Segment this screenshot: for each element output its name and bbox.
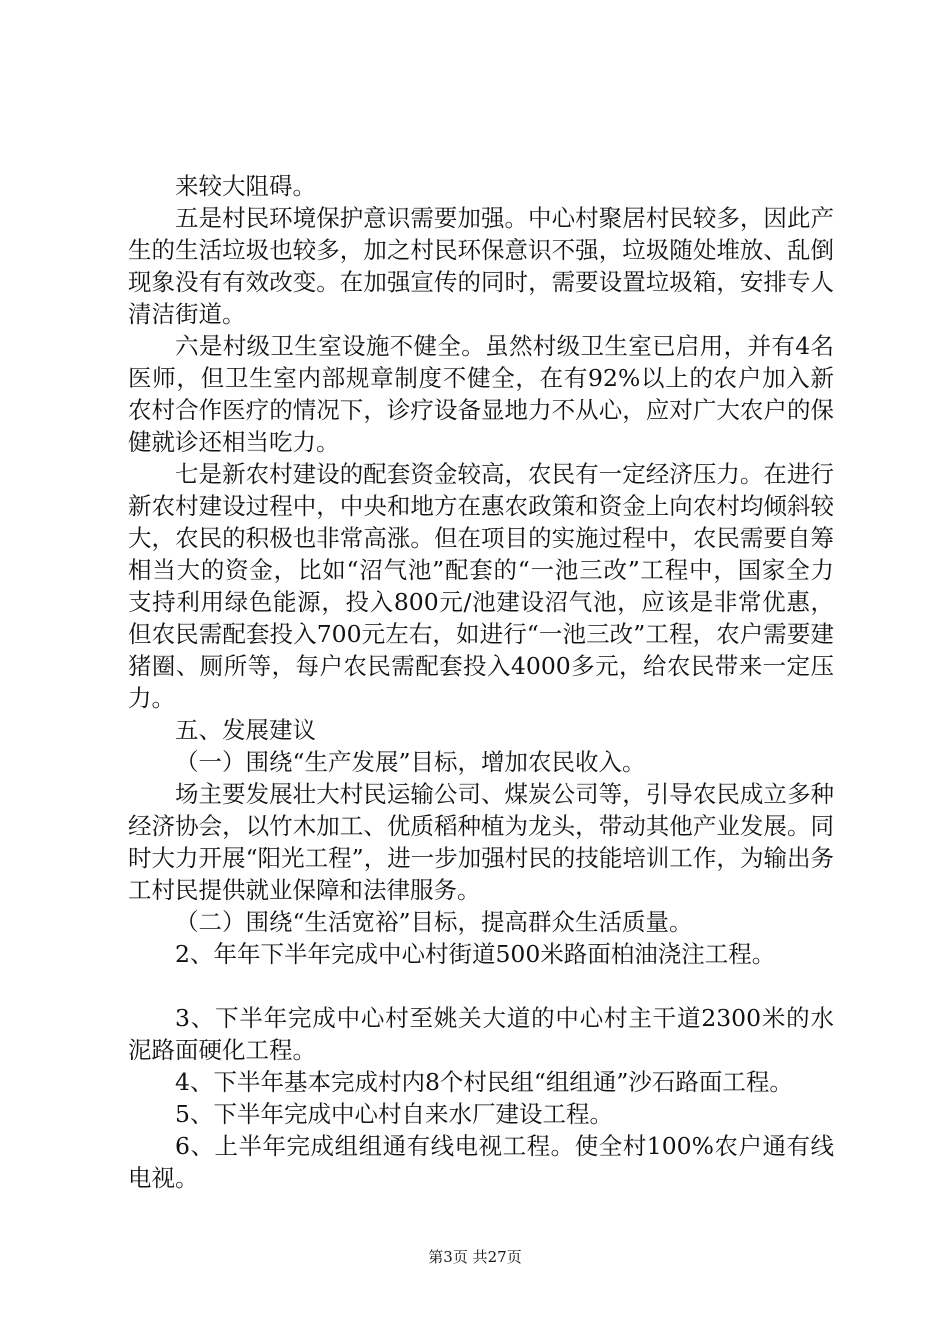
paragraph-environment: 五是村民环境保护意识需要加强。中心村聚居村民较多，因此产生的生活垃圾也较多，加之村民环保意识不强，垃圾随处堆放、乱倒现象没有有效改变。在加强宣传的同时，需要设置垃圾箱，安排专人清洁街道。 bbox=[128, 204, 834, 328]
paragraph-health-clinic: 六是村级卫生室设施不健全。虽然村级卫生室已启用，并有4名医师，但卫生室内部规章制度不健全，在有92%以上的农户加入新农村合作医疗的情况下，诊疗设备显地力不从心，应对广大农户的保健就诊还相当吃力。 bbox=[128, 332, 834, 456]
subheading-living: （二）围绕“生活宽裕”目标，提高群众生活质量。 bbox=[175, 908, 693, 936]
document-body bbox=[128, 170, 834, 1194]
list-item-5: 5、下半年完成中心村自来水厂建设工程。 bbox=[175, 1100, 613, 1128]
paragraph-obstacle-end: 来较大阻碍。 bbox=[175, 172, 316, 200]
list-item-6: 6、上半年完成组组通有线电视工程。使全村100%农户通有线电视。 bbox=[128, 1132, 834, 1192]
page-number-footer: 第3页 共27页 bbox=[428, 1248, 522, 1266]
paragraph-production: 场主要发展壮大村民运输公司、煤炭公司等，引导农民成立多种经济协会，以竹木加工、优质稻种植为龙头，带动其他产业发展。同时大力开展“阳光工程”，进一步加强村民的技能培训工作，为输出务工村民提供就业保障和法律服务。 bbox=[128, 780, 834, 904]
list-item-4: 4、下半年基本完成村内8个村民组“组组通”沙石路面工程。 bbox=[175, 1068, 793, 1096]
paragraph-funding-pressure: 七是新农村建设的配套资金较高，农民有一定经济压力。在进行新农村建设过程中，中央和地方在惠农政策和资金上向农村均倾斜较大，农民的积极也非常高涨。但在项目的实施过程中，农民需要自筹相当大的资金，比如“沼气池”配套的“一池三改”工程中，国家全力支持利用绿色能源，投入800元/池建设沼气池，应该是非常优惠，但农民需配套投入700元左右，如进行“一池三改”工程，农户需要建猪圈、厕所等，每户农民需配套投入4000多元，给农民带来一定压力。 bbox=[128, 460, 834, 712]
list-item-3: 3、下半年完成中心村至姚关大道的中心村主干道2300米的水泥路面硬化工程。 bbox=[128, 1004, 834, 1064]
subheading-production: （一）围绕“生产发展”目标，增加农民收入。 bbox=[175, 748, 646, 776]
section-heading-suggestions: 五、发展建议 bbox=[175, 716, 316, 744]
list-item-2: 2、年年下半年完成中心村街道500米路面柏油浇注工程。 bbox=[175, 940, 776, 968]
